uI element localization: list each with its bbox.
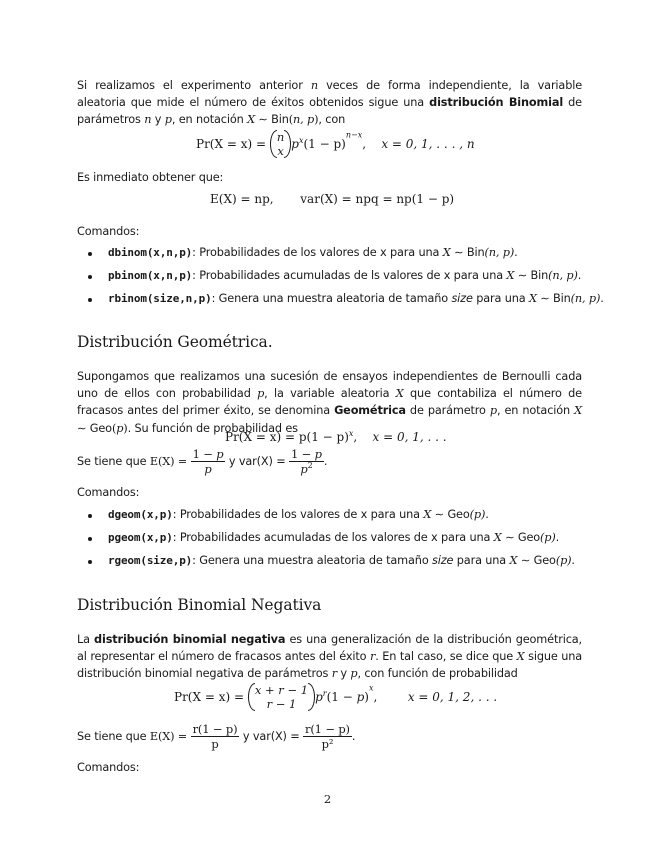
list-item: dgeom(x,p): Probabilidades de los valores de x para una X ∼ Geo(p). bbox=[92, 508, 587, 521]
negative-binomial-comandos-label: Comandos: bbox=[77, 761, 140, 774]
list-item: rbinom(size,n,p): Genera una muestra aleatoria de tamaño size para una X ∼ Bin(n, p). bbox=[92, 292, 587, 305]
negative-binomial-paragraph: La distribución binomial negativa es una generalización de la distribución geométrica, al representar el número de fracasos antes del éxito r. En tal caso, se dice que X sigue una distribución binomial negativa de parámetros r y p, con función de probabilidad bbox=[77, 633, 583, 681]
list-item: pgeom(x,p): Probabilidades acumuladas de los valores de x para una X ∼ Geo(p). bbox=[92, 531, 587, 544]
binomial-term: distribución Binomial bbox=[429, 96, 564, 110]
geometric-pmf-formula: $Pr(X = x) = p(1 - p)^x$, x = 0, 1, . . . bbox=[225, 429, 447, 444]
geometric-paragraph: Supongamos que realizamos una sucesión de ensayos independientes de Bernoulli cada uno de ellos con probabilidad p, la variable aleatoria X que contabiliza el número de fracasos antes del primer éxito, se denomina Geométrica de parámetro p, en notación X ∼ Geo(p). Su función de probabilidad es bbox=[77, 370, 582, 435]
geometric-comandos-label: Comandos: bbox=[77, 486, 140, 499]
binomial-comandos-label: Comandos: bbox=[77, 225, 140, 238]
page-number: 2 bbox=[323, 792, 332, 806]
negative-binomial-pmf-formula: Pr(X = x) = x + r − 1 r − 1 $p^r(1 - p)^x$, x = 0, 1, 2, . . . bbox=[174, 683, 498, 711]
binomial-mean-var-formula: E(X) = np, var(X) = npq = np(1 − p) bbox=[210, 192, 455, 206]
negative-binomial-mean-var: Se tiene que E(X) = $\frac{r(1 - p)}{p}$ y var(X) = $\frac{r(1 - p)}{\text{p²}}$ . bbox=[77, 722, 356, 751]
binomial-pmf-formula: Pr(X = x) = n x $p^x(1 - p)^{n-x}$, x = 0, 1, . . . , n bbox=[196, 130, 475, 158]
binomial-intro-paragraph: Si realizamos el experimento anterior n veces de forma independiente, la variable aleatoria que mide el número de éxitos obtenidos sigue una distribución Binomial de parámetros n y p, en notación X ∼ Bin(n, p), con bbox=[77, 79, 583, 127]
list-item: pbinom(x,n,p): Probabilidades acumuladas de ls valores de x para una X ∼ Bin(n, p). bbox=[92, 269, 587, 282]
inmediato-text: Es inmediato obtener que: bbox=[77, 171, 224, 184]
negative-binomial-heading: Distribución Binomial Negativa bbox=[77, 596, 322, 614]
list-item: rgeom(size,p): Genera una muestra aleatoria de tamaño size para una X ∼ Geo(p). bbox=[92, 554, 587, 567]
list-item: dbinom(x,n,p): Probabilidades de los valores de x para una X ∼ Bin(n, p). bbox=[92, 246, 587, 259]
geometric-mean-var: Se tiene que E(X) = $\frac{1 - p}{p}$ y var(X) = $\frac{1 - p}{p^2}$ . bbox=[77, 447, 328, 476]
geometric-heading: Distribución Geométrica. bbox=[77, 333, 273, 351]
